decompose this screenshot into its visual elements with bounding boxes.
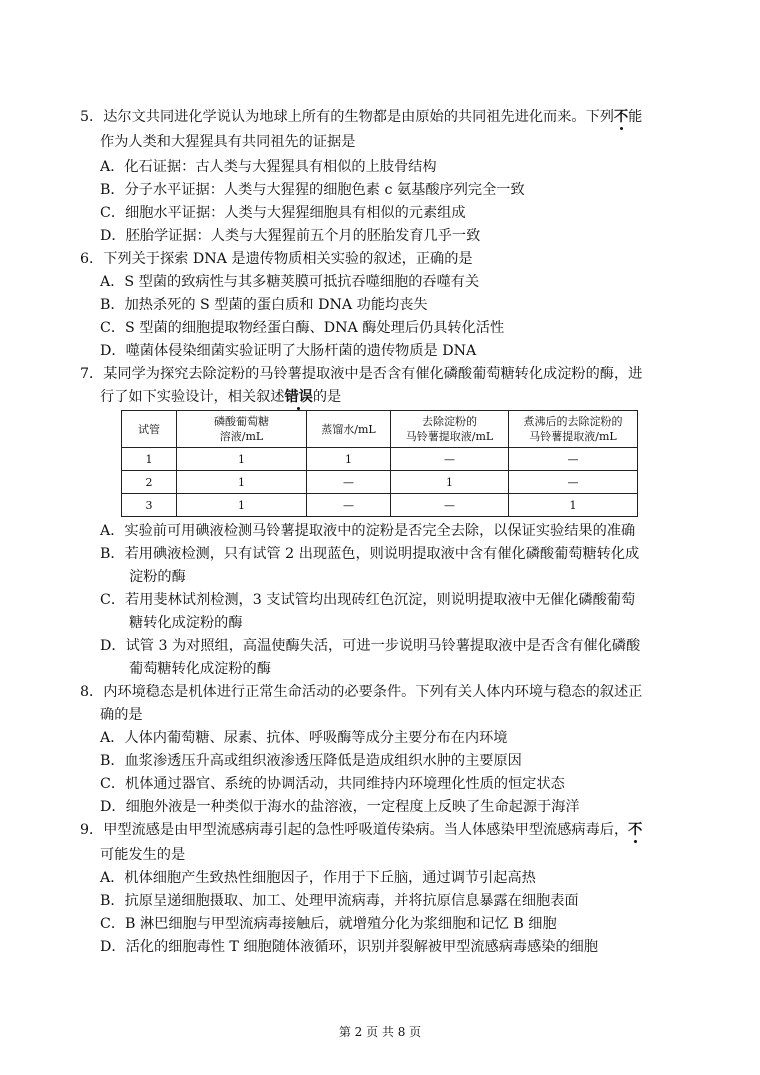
header-tube: 试管 xyxy=(122,411,177,448)
q9-option-a[interactable]: A．机体细胞产生致热性细胞因子，作用于下丘脑，通过调节引起高热 xyxy=(100,870,536,886)
q8-option-d[interactable]: D．细胞外液是一种类似于海水的盐溶液，一定程度上反映了生命起源于海洋 xyxy=(100,799,580,815)
table-cell: 1 xyxy=(177,448,307,471)
q5-option-a[interactable]: A．化石证据：古人类与大猩猩具有相似的上肢骨结构 xyxy=(100,159,437,175)
q7-option-a[interactable]: A．实验前可用碘液检测马铃薯提取液中的淀粉是否完全去除，以保证实验结果的准确 xyxy=(100,523,636,539)
q5-stem: 5．达尔文共同进化学说认为地球上所有的生物都是由原始的共同祖先进化而来。下列不能 xyxy=(80,109,643,125)
table-cell: — xyxy=(509,448,638,471)
header-water: 蒸馏水/mL xyxy=(307,411,391,448)
q5-stem-cont: 作为人类和大猩猩具有共同祖先的证据是 xyxy=(100,134,356,150)
table-cell: 3 xyxy=(122,494,177,517)
experiment-table xyxy=(121,410,638,517)
page-number: 第 2 页 共 8 页 xyxy=(338,1025,422,1039)
q5-option-c[interactable]: C．细胞水平证据：人类与大猩猩细胞具有相似的元素组成 xyxy=(100,205,466,221)
q7-option-b[interactable]: B．若用碘液检测，只有试管 2 出现蓝色，则说明提取液中含有催化磷酸葡萄糖转化成 xyxy=(100,546,640,562)
table-cell: 2 xyxy=(122,471,177,494)
header-boiled-extract: 煮沸后的去除淀粉的 马铃薯提取液/mL xyxy=(509,411,638,448)
table-cell: 1 xyxy=(177,471,307,494)
q6-option-d[interactable]: D．噬菌体侵染细菌实验证明了大肠杆菌的遗传物质是 DNA xyxy=(100,343,477,359)
table-cell: — xyxy=(391,494,509,517)
table-cell: 1 xyxy=(307,448,391,471)
q6-option-a[interactable]: A．S 型菌的致病性与其多糖荚膜可抵抗吞噬细胞的吞噬有关 xyxy=(100,274,480,290)
table-cell: 1 xyxy=(122,448,177,471)
q9-emphasis: 不 xyxy=(628,822,643,838)
table-row xyxy=(122,494,638,517)
q8-option-a[interactable]: A．人体内葡萄糖、尿素、抗体、呼吸酶等成分主要分布在内环境 xyxy=(100,730,508,746)
q5-option-b[interactable]: B．分子水平证据：人类与大猩猩的细胞色素 c 氨基酸序列完全一致 xyxy=(100,182,525,198)
q6-option-b[interactable]: B．加热杀死的 S 型菌的蛋白质和 DNA 功能均丧失 xyxy=(100,297,428,313)
q9-stem: 9．甲型流感是由甲型流感病毒引起的急性呼吸道传染病。当人体感染甲型流感病毒后，不 xyxy=(80,822,643,838)
table-cell: 1 xyxy=(391,471,509,494)
table-cell: — xyxy=(307,471,391,494)
q7-option-b-cont: 淀粉的酶 xyxy=(129,569,186,585)
table-row xyxy=(122,471,638,494)
header-extract: 去除淀粉的 马铃薯提取液/mL xyxy=(391,411,509,448)
q7-option-d[interactable]: D．试管 3 为对照组，高温使酶失活，可进一步说明马铃薯提取液中是否含有催化磷酸 xyxy=(100,638,641,654)
q7-stem: 7．某同学为探究去除淀粉的马铃薯提取液中是否含有催化磷酸葡萄糖转化成淀粉的酶，进 xyxy=(80,366,643,382)
q7-option-d-cont: 葡萄糖转化成淀粉的酶 xyxy=(129,661,271,677)
q7-emphasis: 错误 xyxy=(284,389,313,405)
q9-option-c[interactable]: C．B 淋巴细胞与甲型流病毒接触后，就增殖分化为浆细胞和记忆 B 细胞 xyxy=(100,916,557,932)
header-glucose-phosphate: 磷酸葡萄糖 溶液/mL xyxy=(177,411,307,448)
q7-option-c[interactable]: C．若用斐林试剂检测，3 支试管均出现砖红色沉淀，则说明提取液中无催化磷酸葡萄 xyxy=(100,592,636,608)
q9-option-d[interactable]: D．活化的细胞毒性 T 细胞随体液循环，识别并裂解被甲型流感病毒感染的细胞 xyxy=(100,939,599,955)
q5-option-d[interactable]: D．胚胎学证据：人类与大猩猩前五个月的胚胎发育几乎一致 xyxy=(100,228,481,244)
q8-option-b[interactable]: B．血浆渗透压升高或组织液渗透压降低是造成组织水肿的主要原因 xyxy=(100,753,522,769)
q7-option-c-cont: 糖转化成淀粉的酶 xyxy=(129,615,243,631)
table-header-row xyxy=(122,411,638,448)
q6-option-c[interactable]: C．S 型菌的细胞提取物经蛋白酶、DNA 酶处理后仍具转化活性 xyxy=(100,320,505,336)
table-cell: — xyxy=(509,471,638,494)
table-cell: — xyxy=(391,448,509,471)
q9-option-b[interactable]: B．抗原呈递细胞摄取、加工、处理甲流病毒，并将抗原信息暴露在细胞表面 xyxy=(100,893,579,909)
q8-stem-cont: 确的是 xyxy=(100,707,143,723)
q7-stem-cont: 行了如下实验设计，相关叙述错误的是 xyxy=(100,389,342,405)
q8-stem: 8．内环境稳态是机体进行正常生命活动的必要条件。下列有关人体内环境与稳态的叙述正 xyxy=(80,684,643,700)
q8-option-c[interactable]: C．机体通过器官、系统的协调活动，共同维持内环境理化性质的恒定状态 xyxy=(100,776,565,792)
table-cell: 1 xyxy=(177,494,307,517)
q5-emphasis: 不 xyxy=(613,109,629,125)
table-cell: — xyxy=(307,494,391,517)
q6-stem: 6．下列关于探索 DNA 是遗传物质相关实验的叙述，正确的是 xyxy=(80,251,473,267)
q9-stem-cont: 可能发生的是 xyxy=(100,847,186,863)
table-cell: 1 xyxy=(509,494,638,517)
table-row xyxy=(122,448,638,471)
